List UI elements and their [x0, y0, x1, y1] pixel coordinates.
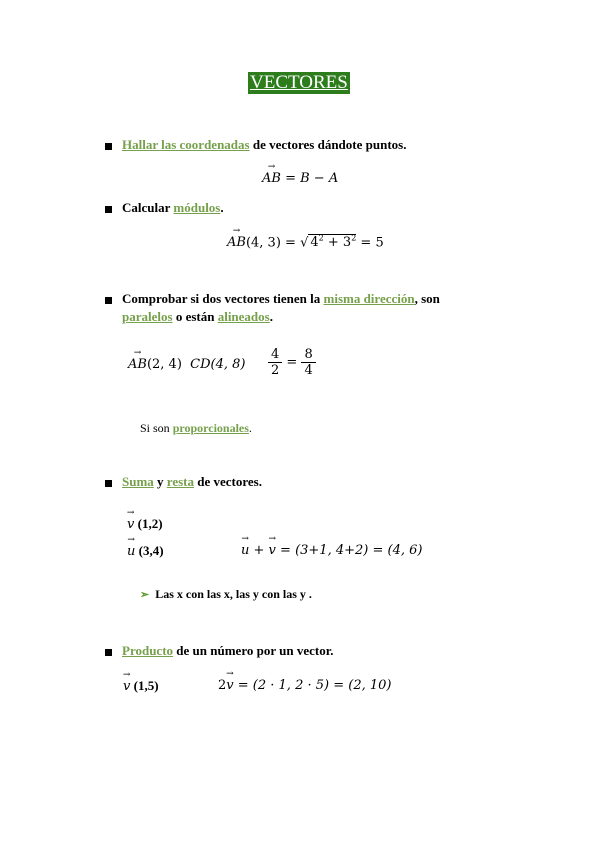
vector-ab: → AB — [128, 357, 147, 372]
denominator: 2 — [271, 363, 280, 378]
vector-cd: CD(4, 8) — [190, 357, 246, 372]
vector-ab: → AB — [227, 235, 246, 250]
exponent: 2 — [351, 234, 357, 243]
section-direccion-line2 — [122, 309, 273, 325]
section-text: de vectores. — [194, 474, 262, 489]
link-suma[interactable]: Suma — [122, 474, 154, 489]
vector-u: → u — [241, 543, 249, 558]
vector-u-args: (3,4) — [135, 543, 164, 558]
equation-ab-b-minus-a — [262, 171, 338, 186]
note-x-y — [140, 587, 312, 602]
section-text: o están — [172, 309, 218, 324]
equation-rest: = (2 · 1, 2 · 5) = (2, 10) — [233, 678, 392, 693]
vector-v-args: (1,5) — [130, 678, 159, 693]
vector-v: → v — [127, 517, 134, 532]
vector-v-def — [123, 678, 159, 694]
vector-u-def — [127, 543, 164, 559]
bullet-icon — [105, 297, 112, 304]
link-paralelos[interactable]: paralelos — [122, 309, 173, 324]
equation-args: (4, 3) = — [245, 235, 301, 251]
bullet-icon — [105, 206, 112, 213]
vectors-ab-cd — [128, 357, 246, 372]
fraction-equation — [268, 347, 316, 378]
numerator: 8 — [301, 347, 315, 363]
note-text: . — [248, 421, 252, 435]
fraction-1 — [268, 347, 282, 378]
equation-result: = 5 — [356, 235, 384, 251]
vector-v-args: (1,2) — [134, 516, 163, 531]
scalar: 2 — [218, 678, 227, 693]
section-text: y — [153, 474, 167, 489]
equation-sum — [241, 543, 422, 558]
equals: = — [286, 355, 298, 370]
sqrt-icon: √ — [300, 235, 309, 251]
exponent: 2 — [318, 234, 324, 243]
bullet-icon — [105, 649, 112, 656]
note-text: Las x con las x, las y con las y . — [155, 587, 312, 601]
sqrt-radicand — [308, 234, 356, 250]
section-text: Comprobar si dos vectores tienen la — [122, 291, 324, 306]
bullet-icon — [105, 480, 112, 487]
section-coordenadas — [122, 137, 406, 153]
section-modulos — [122, 200, 224, 216]
section-text: de vectores dándote puntos. — [249, 137, 407, 152]
link-resta[interactable]: resta — [166, 474, 194, 489]
link-proporcionales[interactable]: proporcionales — [172, 421, 249, 435]
arrowhead-bullet-icon: ➢ — [140, 589, 150, 601]
section-text: . — [269, 309, 273, 324]
section-text: , son — [414, 291, 440, 306]
equation-rest: = B − A — [280, 171, 339, 186]
vector-v: → v — [226, 678, 233, 693]
section-text: de un número por un vector. — [173, 643, 334, 658]
denominator: 4 — [304, 363, 313, 378]
section-suma-resta — [122, 474, 262, 490]
section-text: Calcular — [122, 200, 174, 215]
plus: + — [323, 235, 343, 251]
equation-rest: = (3+1, 4+2) = (4, 6) — [275, 543, 423, 558]
term-b: 3 — [342, 235, 352, 251]
link-modulos[interactable]: módulos — [173, 200, 221, 215]
fraction-2 — [301, 347, 315, 378]
link-misma-direccion[interactable]: misma dirección — [323, 291, 415, 306]
section-direccion-line1 — [122, 291, 440, 307]
link-hallar-coordenadas[interactable]: Hallar las coordenadas — [122, 137, 250, 152]
vector-ab: → AB — [262, 171, 281, 186]
section-text: . — [220, 200, 224, 215]
numerator: 4 — [268, 347, 282, 363]
page-title: VECTORES — [250, 72, 348, 93]
note-proporcionales — [140, 421, 252, 436]
note-text: Si son — [140, 421, 173, 435]
vector-v: → v — [269, 543, 276, 558]
term-a: 4 — [310, 235, 319, 251]
vector-u: → u — [127, 544, 135, 559]
bullet-icon — [105, 143, 112, 150]
vector-v: → v — [123, 679, 130, 694]
section-producto — [122, 643, 334, 659]
equation-modulo — [227, 234, 384, 250]
plus: + — [249, 543, 269, 558]
vector-v-def — [127, 516, 163, 532]
link-alineados[interactable]: alineados — [217, 309, 270, 324]
equation-product — [218, 678, 391, 693]
vector-ab-args: (2, 4) — [146, 357, 182, 372]
link-producto[interactable]: Producto — [122, 643, 174, 658]
